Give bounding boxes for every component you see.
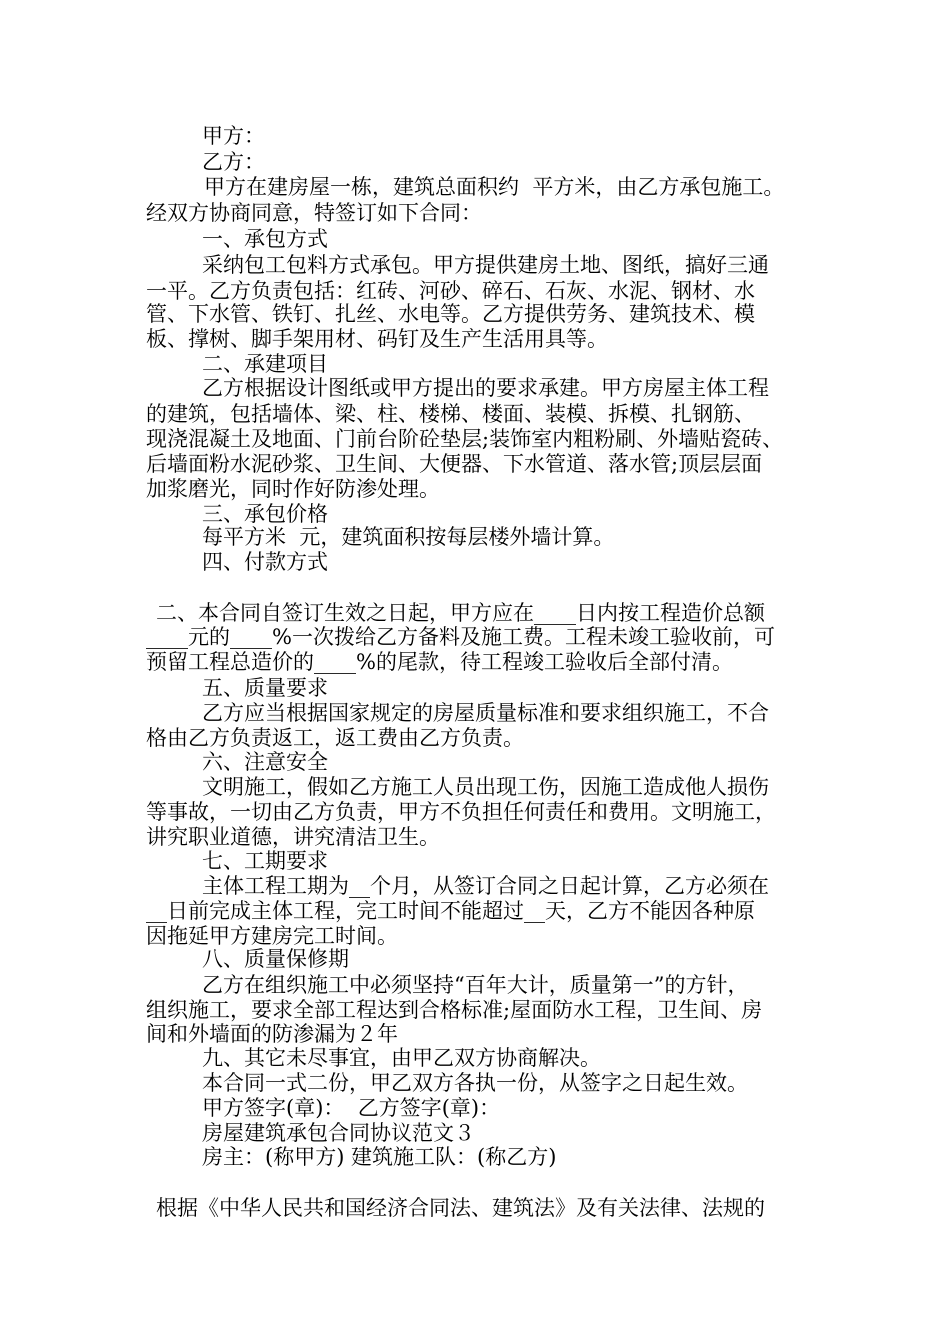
section-heading: 八、质量保修期: [202, 947, 349, 971]
paragraph-line: 现浇混凝土及地面、门前台阶砼垫层;装饰室内粗粉刷、外墙贴瓷砖、: [146, 427, 784, 451]
section-heading: 一、承包方式: [202, 227, 328, 251]
paragraph-line: 根据《中华人民共和国经济合同法、建筑法》及有关法律、法规的: [156, 1196, 765, 1220]
paragraph-line: 管、下水管、铁钉、扎丝、水电等。乙方提供劳务、建筑技术、模: [146, 302, 755, 326]
paragraph-line: 板、撑树、脚手架用材、码钉及生产生活用具等。: [146, 327, 608, 351]
paragraph-line: 后墙面粉水泥砂浆、卫生间、大便器、下水管道、落水管;顶层层面: [146, 452, 763, 476]
paragraph-line: 每平方米 元，建筑面积按每层楼外墙计算。: [202, 525, 615, 549]
paragraph-line: 预留工程总造价的____%的尾款，待工程竣工验收后全部付清。: [146, 650, 733, 674]
section-heading: 七、工期要求: [202, 849, 328, 873]
paragraph-line: 本合同一式二份，甲乙双方各执一份，从签字之日起生效。: [202, 1071, 748, 1095]
paragraph-line: 的建筑，包括墙体、梁、柱、楼梯、楼面、装模、拆模、扎钢筋、: [146, 402, 755, 426]
paragraph-line: 九、其它未尽事宜，由甲乙双方协商解决。: [202, 1046, 601, 1070]
paragraph-line: 乙方根据设计图纸或甲方提出的要求承建。甲方房屋主体工程: [202, 376, 769, 400]
paragraph-line: 采纳包工包料方式承包。甲方提供建房土地、图纸，搞好三通: [202, 253, 769, 277]
paragraph-line: 组织施工，要求全部工程达到合格标准;屋面防水工程，卫生间、房: [146, 998, 763, 1022]
intro-line: 甲方在建房屋一栋，建筑总面积约 平方米，由乙方承包施工。: [204, 175, 785, 199]
section-heading: 四、付款方式: [202, 550, 328, 574]
paragraph-line: __日前完成主体工程，完工时间不能超过__天，乙方不能因各种原: [146, 899, 755, 923]
paragraph-line: 一平。乙方负责包括：红砖、河砂、碎石、石灰、水泥、钢材、水: [146, 279, 755, 303]
paragraph-line: 主体工程工期为__个月，从签订合同之日起计算，乙方必须在: [202, 874, 769, 898]
paragraph-line: 加浆磨光，同时作好防渗处理。: [146, 477, 440, 501]
section-heading: 二、承建项目: [202, 352, 328, 376]
paragraph-line: 讲究职业道德，讲究清洁卫生。: [146, 825, 440, 849]
paragraph-line: 格由乙方负责返工，返工费由乙方负责。: [146, 726, 524, 750]
paragraph-line: 间和外墙面的防渗漏为２年: [146, 1022, 398, 1046]
paragraph-line: 等事故，一切由乙方负责，甲方不负担任何责任和费用。文明施工，: [146, 800, 776, 824]
paragraph-line: 乙方在组织施工中必须坚持“百年大计，质量第一”的方针，: [202, 973, 749, 997]
paragraph-line: 二、本合同自签订生效之日起，甲方应在____日内按工程造价总额: [156, 601, 765, 625]
paragraph-line: ____元的____%一次拨给乙方备料及施工费。工程未竣工验收前，可: [146, 625, 775, 649]
paragraph-line: 乙方应当根据国家规定的房屋质量标准和要求组织施工，不合: [202, 701, 769, 725]
signature-line: 甲方签字(章)： 乙方签字(章)：: [202, 1096, 501, 1120]
paragraph-line: 因拖延甲方建房完工时间。: [146, 924, 398, 948]
intro-line: 经双方协商同意，特签订如下合同：: [146, 201, 482, 225]
section-heading: 五、质量要求: [202, 676, 328, 700]
party-b-label: 乙方：: [202, 150, 265, 174]
section-heading: 六、注意安全: [202, 750, 328, 774]
paragraph-line: 文明施工，假如乙方施工人员出现工伤，因施工造成他人损伤: [202, 775, 769, 799]
section-heading: 三、承包价格: [202, 502, 328, 526]
party-a-label: 甲方：: [202, 124, 265, 148]
document-title: 房屋建筑承包合同协议范文３: [202, 1121, 475, 1145]
parties-line: 房主：(称甲方) 建筑施工队：(称乙方): [202, 1145, 557, 1169]
